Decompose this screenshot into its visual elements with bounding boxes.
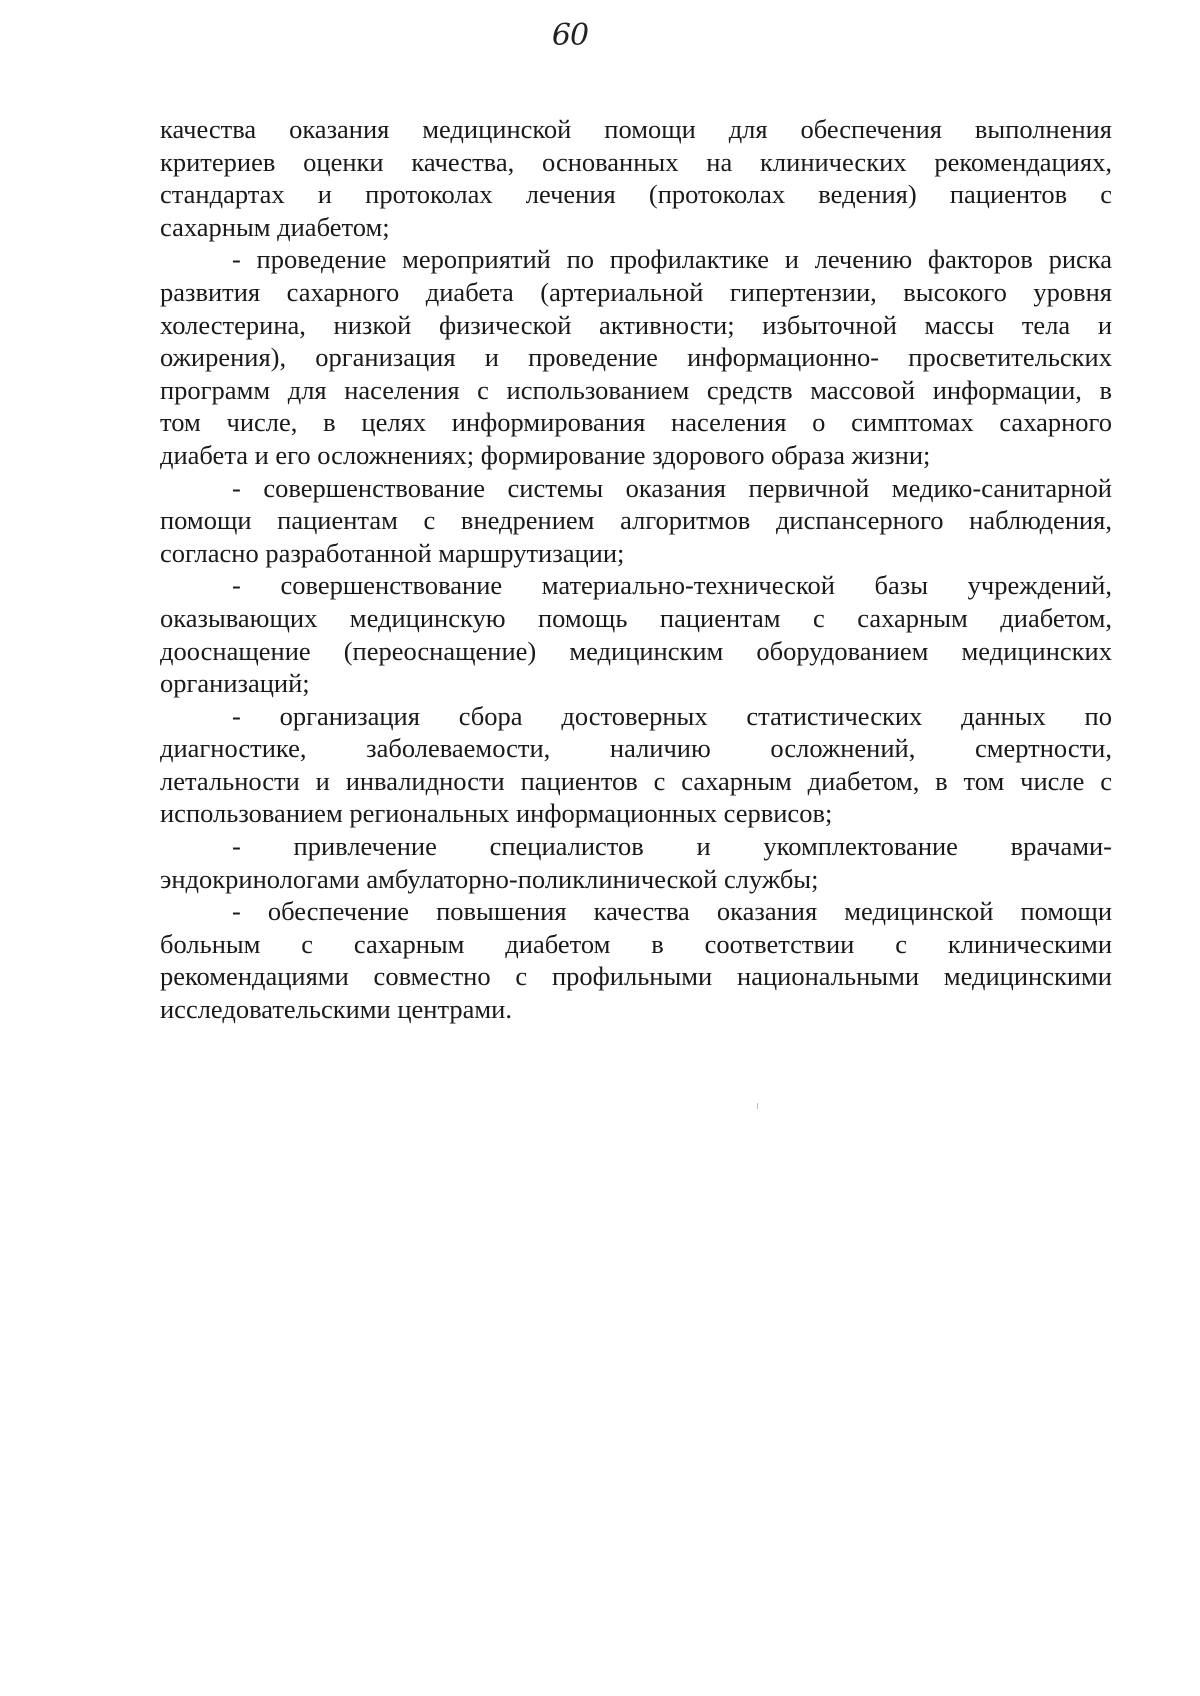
text-line: эндокринологами амбулаторно-поликлинической службы; bbox=[160, 863, 819, 894]
text-line: летальности и инвалидности пациентов с сахарным диабетом, в том числе с bbox=[160, 765, 1112, 796]
text-line: сахарным диабетом; bbox=[160, 211, 390, 242]
text-line: использованием региональных информационных сервисов; bbox=[160, 798, 833, 829]
text-line: - привлечение специалистов и укомплектование врачами- bbox=[232, 831, 1112, 862]
text-line: диабета и его осложнениях; формирование здорового образа жизни; bbox=[160, 439, 931, 470]
scan-speck bbox=[757, 1103, 758, 1109]
page-number: 60 bbox=[551, 18, 589, 53]
text-line: исследовательскими центрами. bbox=[160, 994, 512, 1025]
text-line: критериев оценки качества, основанных на клинических рекомендациях, bbox=[160, 146, 1112, 177]
list-item-paragraph bbox=[160, 569, 1112, 699]
text-line: стандартах и протоколах лечения (протоколах ведения) пациентов с bbox=[160, 179, 1112, 210]
text-line: больным с сахарным диабетом в соответствии с клиническими bbox=[160, 928, 1112, 959]
text-line: - проведение мероприятий по профилактике и лечению факторов риска bbox=[232, 244, 1112, 275]
list-item-paragraph bbox=[160, 472, 1112, 570]
list-item-paragraph bbox=[160, 830, 1112, 895]
list-item-paragraph bbox=[160, 700, 1112, 830]
text-line: согласно разработанной маршрутизации; bbox=[160, 537, 625, 568]
document-body bbox=[160, 113, 1112, 1026]
text-line: том числе, в целях информирования населения о симптомах сахарного bbox=[160, 407, 1112, 438]
text-line: ожирения), организация и проведение информационно- просветительских bbox=[160, 342, 1112, 373]
text-line: помощи пациентам с внедрением алгоритмов диспансерного наблюдения, bbox=[160, 505, 1112, 536]
text-line: - совершенствование материально-технической базы учреждений, bbox=[232, 570, 1112, 601]
list-item-paragraph bbox=[160, 243, 1112, 471]
text-line: дооснащение (переоснащение) медицинским оборудованием медицинских bbox=[160, 635, 1112, 666]
list-item-paragraph bbox=[160, 895, 1112, 1025]
text-line: - совершенствование системы оказания первичной медико-санитарной bbox=[232, 472, 1112, 503]
text-line: качества оказания медицинской помощи для обеспечения выполнения bbox=[160, 114, 1112, 144]
text-line: оказывающих медицинскую помощь пациентам с сахарным диабетом, bbox=[160, 602, 1112, 633]
paragraph-continuation bbox=[160, 113, 1112, 243]
text-line: рекомендациями совместно с профильными национальными медицинскими bbox=[160, 961, 1112, 992]
text-line: диагностике, заболеваемости, наличию осложнений, смертности, bbox=[160, 733, 1112, 764]
text-line: организаций; bbox=[160, 668, 310, 699]
text-line: - организация сбора достоверных статистических данных по bbox=[232, 700, 1112, 731]
text-line: - обеспечение повышения качества оказания медицинской помощи bbox=[232, 896, 1112, 927]
text-line: программ для населения с использованием средств массовой информации, в bbox=[160, 374, 1112, 405]
text-line: развития сахарного диабета (артериальной гипертензии, высокого уровня bbox=[160, 276, 1112, 307]
text-line: холестерина, низкой физической активности; избыточной массы тела и bbox=[160, 309, 1112, 340]
